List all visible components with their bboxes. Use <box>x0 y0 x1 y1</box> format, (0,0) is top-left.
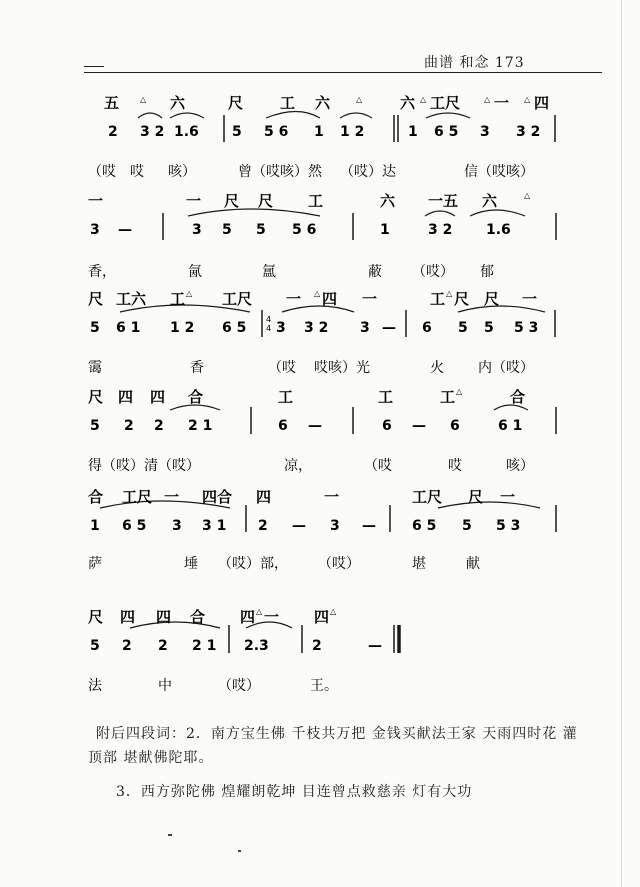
svg-text:一: 一 <box>264 608 280 626</box>
svg-text:—: — <box>292 518 306 534</box>
svg-text:6 5: 6 5 <box>412 518 437 534</box>
svg-text:合: 合 <box>88 488 104 506</box>
svg-text:工: 工 <box>308 192 324 210</box>
svg-text:郁: 郁 <box>480 264 494 280</box>
svg-text:—: — <box>368 638 382 654</box>
svg-text:5 3: 5 3 <box>514 320 539 336</box>
svg-text:四: 四 <box>534 94 550 112</box>
svg-text:3: 3 <box>90 222 100 238</box>
svg-text:尺: 尺 <box>468 488 484 506</box>
svg-text:（哎）: （哎） <box>318 556 360 572</box>
svg-text:△: △ <box>484 95 491 104</box>
svg-text:6 5: 6 5 <box>434 124 459 140</box>
svg-text:六: 六 <box>170 94 186 112</box>
svg-text:△: △ <box>314 289 321 298</box>
svg-text:堪: 堪 <box>412 556 426 572</box>
svg-text:4: 4 <box>266 315 272 324</box>
svg-text:得（哎）清（哎）: 得（哎）清（哎） <box>88 458 200 474</box>
svg-text:6 5: 6 5 <box>122 518 147 534</box>
svg-text:3: 3 <box>172 518 182 534</box>
svg-text:一: 一 <box>500 488 516 506</box>
svg-text:6: 6 <box>422 320 432 336</box>
svg-text:合: 合 <box>510 388 526 406</box>
svg-text:工: 工 <box>278 388 294 406</box>
svg-text:工: 工 <box>430 290 446 308</box>
svg-text:△: △ <box>456 387 463 396</box>
svg-text:一: 一 <box>494 94 510 112</box>
svg-text:四: 四 <box>240 608 256 626</box>
header-dash <box>84 66 104 67</box>
svg-text:信（哎咳）: 信（哎咳） <box>464 164 534 180</box>
svg-text:1: 1 <box>314 124 324 140</box>
svg-text:6: 6 <box>450 418 460 434</box>
svg-text:5 3: 5 3 <box>496 518 521 534</box>
verse-three: 3．西方弥陀佛 煌耀朗乾坤 目连曾点救慈亲 灯有大功 <box>116 784 473 800</box>
svg-text:（哎）: （哎） <box>412 264 454 280</box>
svg-text:一: 一 <box>324 488 340 506</box>
svg-text:四: 四 <box>256 488 272 506</box>
svg-text:四: 四 <box>118 388 134 406</box>
svg-text:△: △ <box>140 95 147 104</box>
svg-text:—: — <box>308 418 322 434</box>
gc-row1: 五 <box>104 94 120 112</box>
svg-text:一: 一 <box>186 192 202 210</box>
svg-text:尺: 尺 <box>88 388 104 406</box>
svg-text:2: 2 <box>258 518 268 534</box>
svg-text:尺: 尺 <box>484 290 500 308</box>
svg-text:5: 5 <box>256 222 266 238</box>
svg-text:4: 4 <box>266 324 272 333</box>
svg-text:3 2: 3 2 <box>428 222 453 238</box>
svg-text:合: 合 <box>188 388 204 406</box>
svg-text:霭: 霭 <box>88 360 102 376</box>
svg-text:（哎）部，: （哎）部， <box>218 556 288 572</box>
svg-text:2: 2 <box>124 418 134 434</box>
svg-text:萨: 萨 <box>88 556 102 572</box>
svg-text:—: — <box>118 222 132 238</box>
svg-text:6 5: 6 5 <box>222 320 247 336</box>
svg-text:曾（哎咳）然: 曾（哎咳）然 <box>238 164 322 180</box>
svg-text:△: △ <box>524 191 531 200</box>
svg-text:四: 四 <box>156 608 172 626</box>
svg-text:王。: 王。 <box>310 678 338 694</box>
svg-text:工尺: 工尺 <box>122 488 153 506</box>
svg-text:5 6: 5 6 <box>292 222 317 238</box>
svg-text:2: 2 <box>312 638 322 654</box>
svg-text:合: 合 <box>190 608 206 626</box>
svg-text:2 1: 2 1 <box>192 638 217 654</box>
svg-text:氲: 氲 <box>262 264 276 280</box>
svg-text:一五: 一五 <box>428 192 459 210</box>
page-edge <box>621 0 622 887</box>
svg-text:六: 六 <box>380 192 396 210</box>
svg-text:5 6: 5 6 <box>264 124 289 140</box>
svg-text:2: 2 <box>122 638 132 654</box>
svg-text:6 1: 6 1 <box>498 418 523 434</box>
svg-text:3: 3 <box>276 320 286 336</box>
svg-text:凉，: 凉， <box>284 458 312 474</box>
svg-text:六: 六 <box>315 94 331 112</box>
svg-text:工: 工 <box>378 388 394 406</box>
svg-text:3: 3 <box>330 518 340 534</box>
svg-text:中: 中 <box>158 678 172 694</box>
svg-text:5: 5 <box>462 518 472 534</box>
svg-text:1: 1 <box>408 124 418 140</box>
svg-text:蔽: 蔽 <box>368 264 382 280</box>
svg-text:香，: 香， <box>88 264 116 280</box>
svg-text:四: 四 <box>322 290 338 308</box>
svg-text:一: 一 <box>522 290 538 308</box>
svg-text:5: 5 <box>90 418 100 434</box>
svg-text:△: △ <box>524 95 531 104</box>
svg-text:四: 四 <box>150 388 166 406</box>
svg-text:（哎）达: （哎）达 <box>340 164 396 180</box>
svg-text:3: 3 <box>360 320 370 336</box>
svg-text:3 2: 3 2 <box>516 124 541 140</box>
svg-text:1 2: 1 2 <box>170 320 195 336</box>
svg-text:四合: 四合 <box>202 488 233 506</box>
svg-text:2: 2 <box>158 638 168 654</box>
svg-text:（哎: （哎 <box>364 458 392 474</box>
svg-text:尺: 尺 <box>88 608 104 626</box>
svg-text:5: 5 <box>484 320 494 336</box>
svg-text:尺: 尺 <box>258 192 274 210</box>
svg-text:3 1: 3 1 <box>202 518 227 534</box>
svg-text:2: 2 <box>108 124 118 140</box>
svg-text:1: 1 <box>380 222 390 238</box>
svg-text:5: 5 <box>90 638 100 654</box>
svg-text:氤: 氤 <box>188 264 202 280</box>
svg-text:△: △ <box>420 95 427 104</box>
svg-text:咳）: 咳） <box>168 164 196 180</box>
print-speck <box>168 834 172 836</box>
svg-text:尺: 尺 <box>228 94 244 112</box>
svg-text:尺: 尺 <box>224 192 240 210</box>
svg-text:1.6: 1.6 <box>486 222 511 238</box>
svg-text:△: △ <box>446 289 453 298</box>
svg-text:咳）: 咳） <box>506 458 534 474</box>
svg-text:六: 六 <box>482 192 498 210</box>
svg-text:火: 火 <box>430 360 444 376</box>
svg-text:（哎）: （哎） <box>218 678 260 694</box>
svg-text:1.6: 1.6 <box>174 124 199 140</box>
svg-text:△: △ <box>186 289 193 298</box>
svg-text:工: 工 <box>280 94 296 112</box>
svg-text:5: 5 <box>90 320 100 336</box>
svg-text:六: 六 <box>400 94 416 112</box>
header-rule <box>84 72 602 73</box>
page-header-title: 曲谱 和念 173 <box>424 55 525 71</box>
svg-text:6 1: 6 1 <box>116 320 141 336</box>
svg-text:埵: 埵 <box>184 556 198 572</box>
svg-text:工六: 工六 <box>116 290 147 308</box>
svg-text:1 2: 1 2 <box>340 124 365 140</box>
svg-text:6: 6 <box>278 418 288 434</box>
svg-text:—: — <box>382 320 396 336</box>
svg-text:献: 献 <box>466 556 480 572</box>
svg-text:哎: 哎 <box>130 164 144 180</box>
svg-text:哎: 哎 <box>448 458 462 474</box>
additional-verses-note: 附后四段词：2．南方宝生佛 千枝共万把 金钱买献法王家 天雨四时花 灌顶部 堪献佛陀耶。 <box>88 726 578 766</box>
svg-text:工: 工 <box>170 290 186 308</box>
music-score <box>0 80 640 710</box>
svg-text:一: 一 <box>88 192 104 210</box>
svg-text:工尺: 工尺 <box>222 290 253 308</box>
svg-text:工尺: 工尺 <box>430 94 461 112</box>
svg-text:工尺: 工尺 <box>412 488 443 506</box>
svg-text:工: 工 <box>440 388 456 406</box>
svg-text:法: 法 <box>88 678 102 694</box>
svg-text:5: 5 <box>232 124 242 140</box>
svg-text:3 2: 3 2 <box>140 124 165 140</box>
svg-text:2: 2 <box>154 418 164 434</box>
svg-text:△: △ <box>330 607 337 616</box>
svg-text:四: 四 <box>120 608 136 626</box>
svg-text:△: △ <box>256 607 263 616</box>
svg-text:5: 5 <box>458 320 468 336</box>
print-speck <box>238 850 241 852</box>
svg-text:一: 一 <box>362 290 378 308</box>
svg-text:—: — <box>362 518 376 534</box>
svg-text:一: 一 <box>286 290 302 308</box>
svg-text:香: 香 <box>190 360 204 376</box>
svg-text:四: 四 <box>314 608 330 626</box>
svg-text:内（哎）: 内（哎） <box>478 360 534 376</box>
svg-text:哎咳）光: 哎咳）光 <box>314 360 370 376</box>
svg-text:2 1: 2 1 <box>188 418 213 434</box>
svg-text:6: 6 <box>382 418 392 434</box>
svg-text:3 2: 3 2 <box>304 320 329 336</box>
svg-text:（哎: （哎 <box>268 360 296 376</box>
svg-text:尺: 尺 <box>88 290 104 308</box>
svg-text:3: 3 <box>192 222 202 238</box>
svg-text:一: 一 <box>164 488 180 506</box>
svg-text:3: 3 <box>480 124 490 140</box>
svg-text:1: 1 <box>90 518 100 534</box>
svg-text:2.3: 2.3 <box>244 638 269 654</box>
svg-text:△: △ <box>356 95 363 104</box>
svg-text:—: — <box>412 418 426 434</box>
svg-text:5: 5 <box>222 222 232 238</box>
svg-text:尺: 尺 <box>454 290 470 308</box>
svg-text:（哎: （哎 <box>88 164 116 180</box>
